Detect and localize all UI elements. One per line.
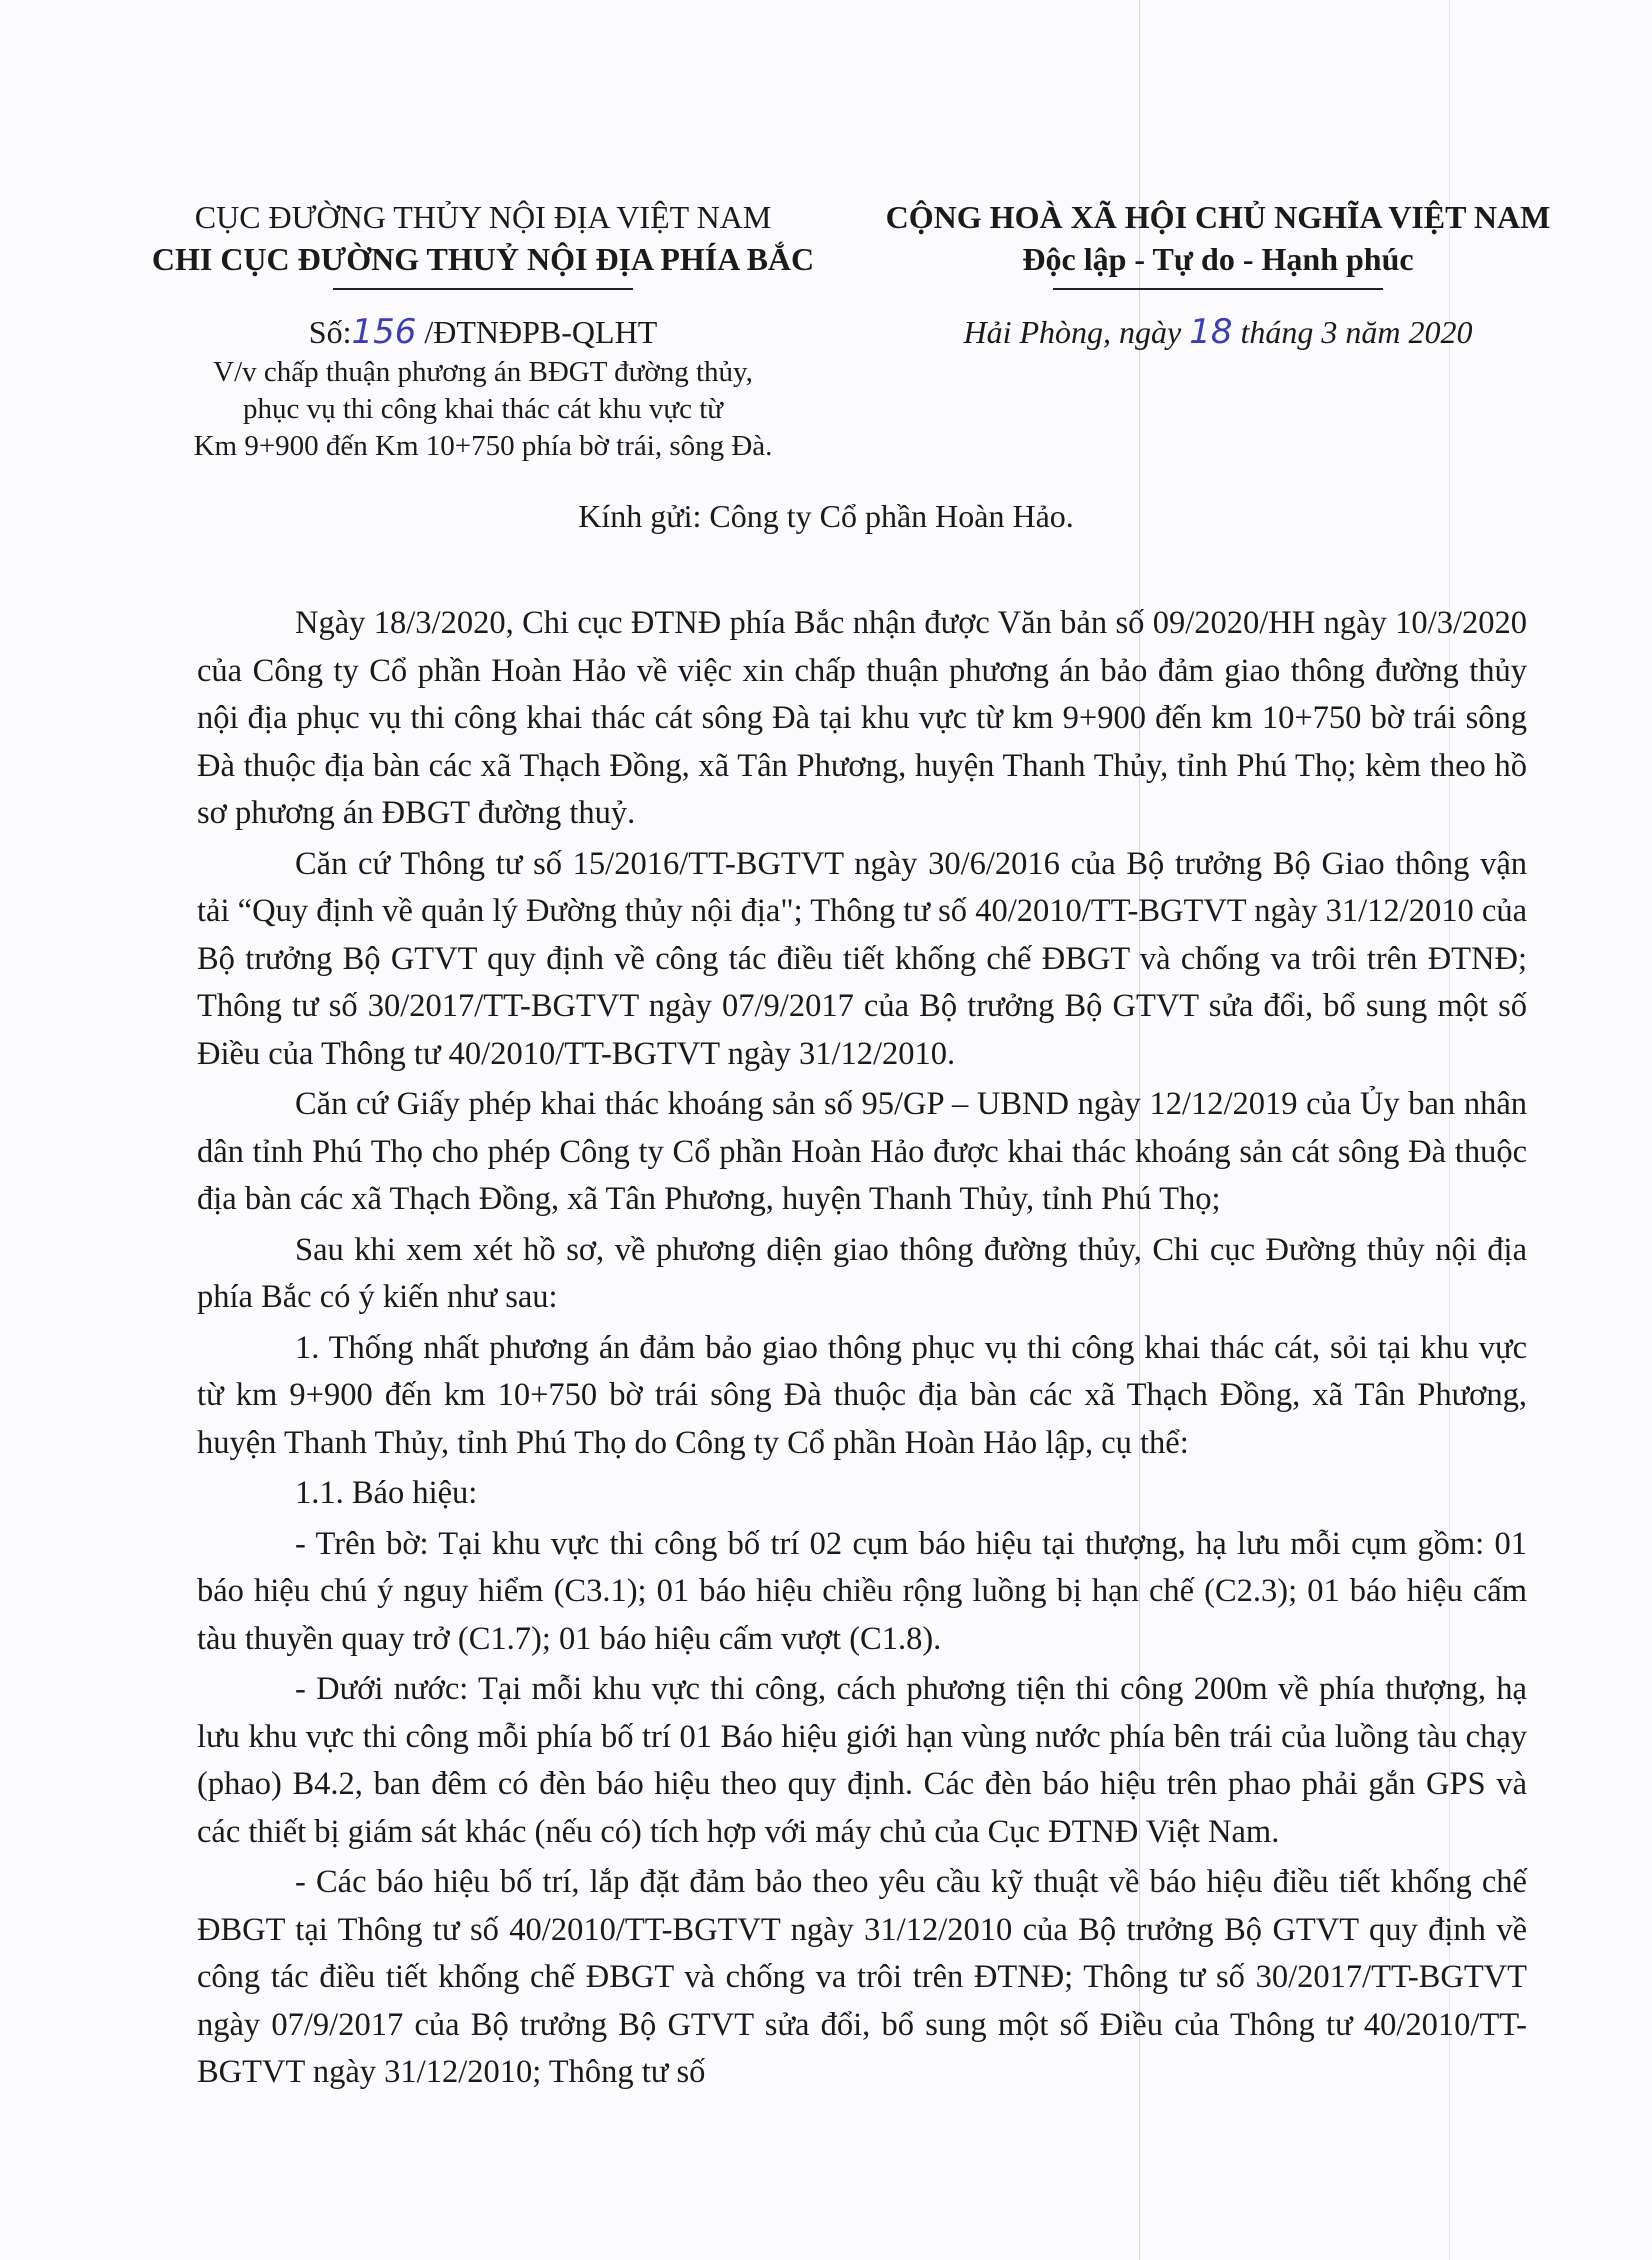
body-paragraph: Sau khi xem xét hồ sơ, về phương diện giao thông đường thủy, Chi cục Đường thủy nội địa phía Bắc có ý kiến như sau:	[197, 1231, 1527, 1315]
recipient-line: Kính gửi: Công ty Cổ phần Hoàn Hảo.	[578, 498, 1074, 534]
agency-name: CỤC ĐƯỜNG THỦY NỘI ĐỊA VIỆT NAM	[194, 199, 772, 235]
handwritten-day: 18	[1189, 312, 1233, 352]
national-motto: Độc lập - Tự do - Hạnh phúc	[1022, 241, 1414, 277]
body-paragraph: - Trên bờ: Tại khu vực thi công bố trí 02 cụm báo hiệu tại thượng, hạ lưu mỗi cụm gồm: 01 báo hiệu chú ý nguy hiểm (C3.1); 01 báo hiệu chiều rộng luồng bị hạn chế (C2.3); 01 báo hiệu cấm tàu thuyền quay trở (C1.7); 01 báo hiệu cấm vượt (C1.8).	[197, 1525, 1527, 1657]
national-heading-block	[860, 196, 1576, 354]
sub-agency-name: CHI CỤC ĐƯỜNG THUỶ NỘI ĐỊA PHÍA BẮC	[151, 241, 815, 277]
nation-name: CỘNG HOÀ XÃ HỘI CHỦ NGHĨA VIỆT NAM	[885, 199, 1551, 235]
agency-underline	[333, 288, 633, 290]
number-prefix: Số:	[308, 314, 352, 350]
place-date	[860, 310, 1576, 354]
body-paragraph: - Dưới nước: Tại mỗi khu vực thi công, cách phương tiện thi công 200m về phía thượng, hạ lưu khu vực thi công mỗi phía bố trí 01 Báo hiệu giới hạn vùng nước phía bên trái của luồng tàu chạy (phao) B4.2, ban đêm có đèn báo hiệu theo quy định. Các đèn báo hiệu trên phao phải gắn GPS và các thiết bị giám sát khác (nếu có) tích hợp với máy chủ của Cục ĐTNĐ Việt Nam.	[197, 1671, 1527, 1850]
section-heading: 1.1. Báo hiệu:	[295, 1475, 478, 1511]
subject-line: V/v chấp thuận phương án BĐGT đường thủy,	[213, 356, 753, 388]
subject-line: phục vụ thi công khai thác cát khu vực từ	[242, 393, 723, 425]
body-paragraph: 1. Thống nhất phương án đảm bảo giao thông phục vụ thi công khai thác cát, sỏi tại khu vực từ km 9+900 đến km 10+750 bờ trái sông Đà thuộc địa bàn các xã Thạch Đồng, xã Tân Phương, huyện Thanh Thủy, tỉnh Phú Thọ do Công ty Cổ phần Hoàn Hảo lập, cụ thể:	[197, 1329, 1527, 1461]
number-suffix: /ĐTNĐPB-QLHT	[416, 314, 658, 350]
body-paragraph: Căn cứ Thông tư số 15/2016/TT-BGTVT ngày 30/6/2016 của Bộ trưởng Bộ Giao thông vận tải “Quy định về quản lý Đường thủy nội địa"; Thông tư số 40/2010/TT-BGTVT ngày 31/12/2010 của Bộ trưởng Bộ GTVT quy định về công tác điều tiết khống chế ĐBGT và chống va trôi trên ĐTNĐ; Thông tư số 30/2017/TT-BGTVT ngày 07/9/2017 của Bộ trưởng Bộ GTVT sửa đổi, bổ sung một số Điều của Thông tư 40/2010/TT-BGTVT ngày 31/12/2010.	[197, 845, 1527, 1072]
document-number	[120, 310, 846, 354]
date-suffix: tháng 3 năm 2020	[1232, 314, 1473, 350]
letter-body	[197, 600, 1527, 2100]
issuing-agency-block	[120, 196, 846, 465]
handwritten-number: 156	[351, 312, 417, 352]
body-paragraph: - Các báo hiệu bố trí, lắp đặt đảm bảo theo yêu cầu kỹ thuật về báo hiệu điều tiết khống chế ĐBGT tại Thông tư số 40/2010/TT-BGTVT ngày 31/12/2010 của Bộ trưởng Bộ GTVT quy định về công tác điều tiết khống chế ĐBGT và chống va trôi trên ĐTNĐ; Thông tư số 30/2017/TT-BGTVT ngày 07/9/2017 của Bộ trưởng Bộ GTVT sửa đổi, bổ sung một số Điều của Thông tư 40/2010/TT-BGTVT ngày 31/12/2010; Thông tư số	[197, 1864, 1527, 2090]
date-prefix: Hải Phòng, ngày	[963, 314, 1190, 350]
body-paragraph: Ngày 18/3/2020, Chi cục ĐTNĐ phía Bắc nhận được Văn bản số 09/2020/HH ngày 10/3/2020 của Công ty Cổ phần Hoàn Hảo về việc xin chấp thuận phương án bảo đảm giao thông đường thủy nội địa phục vụ thi công khai thác cát sông Đà tại khu vực từ km 9+900 đến km 10+750 bờ trái sông Đà thuộc địa bàn các xã Thạch Đồng, xã Tân Phương, huyện Thanh Thủy, tỉnh Phú Thọ; kèm theo hồ sơ phương án ĐBGT đường thuỷ.	[197, 605, 1527, 831]
motto-underline	[1053, 288, 1383, 290]
subject-line: Km 9+900 đến Km 10+750 phía bờ trái, sông Đà.	[193, 430, 773, 462]
body-paragraph: Căn cứ Giấy phép khai thác khoáng sản số 95/GP – UBND ngày 12/12/2019 của Ủy ban nhân dân tỉnh Phú Thọ cho phép Công ty Cổ phần Hoàn Hảo được khai thác khoáng sản cát sông Đà thuộc địa bàn các xã Thạch Đồng, xã Tân Phương, huyện Thanh Thủy, tỉnh Phú Thọ;	[197, 1086, 1527, 1217]
